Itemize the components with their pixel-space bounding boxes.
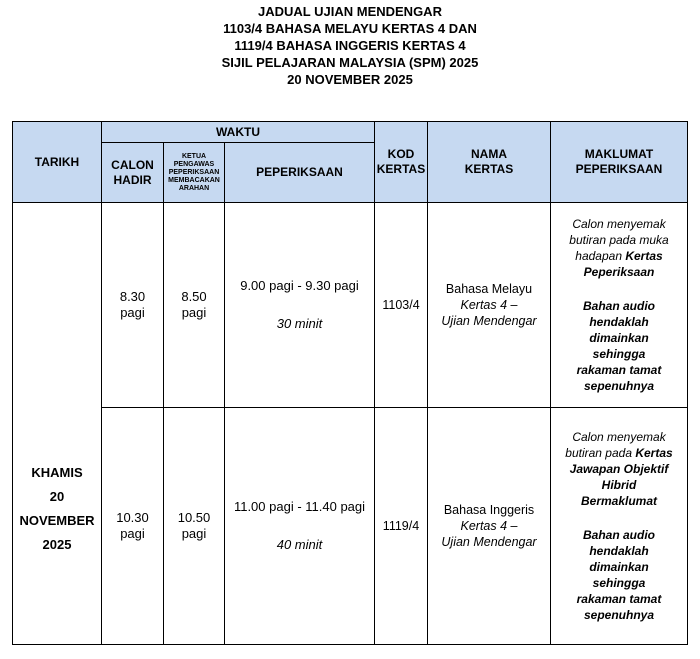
exam-duration: 40 minit [276,537,323,552]
title-line-3: 1119/4 BAHASA INGGERIS KERTAS 4 [234,38,466,53]
header-waktu: WAKTU [102,122,375,143]
nama-kertas: Bahasa Inggeris Kertas 4 – Ujian Mendengar [428,408,551,645]
calon-hadir-time: 10.30 pagi [102,408,164,645]
maklumat-peperiksaan: Calon menyemak butiran pada Kertas Jawapan Objektif Hibrid Bermaklumat Bahan audio hendaklah dimainkan sehingga rakaman tamat sepenuhnya [551,408,688,645]
header-tarikh: TARIKH [13,122,102,203]
header-maklumat: MAKLUMAT PEPERIKSAAN [551,122,688,203]
title-line-1: JADUAL UJIAN MENDENGAR [258,4,442,19]
kod-kertas: 1119/4 [375,408,428,645]
calon-hadir-time: 8.30 pagi [102,203,164,408]
header-kod-kertas: KOD KERTAS [375,122,428,203]
schedule-table [12,121,688,645]
date-month: NOVEMBER [19,512,95,528]
date-number: 20 [49,488,65,504]
kod-kertas: 1103/4 [375,203,428,408]
document-title [0,3,700,88]
title-line-2: 1103/4 BAHASA MELAYU KERTAS 4 DAN [223,21,477,36]
header-peperiksaan: PEPERIKSAAN [225,143,375,203]
maklumat-peperiksaan: Calon menyemak butiran pada muka hadapan Kertas Peperiksaan Bahan audio hendaklah dimainkan sehingga rakaman tamat sepenuhnya [551,203,688,408]
title-line-5: 20 NOVEMBER 2025 [287,72,413,87]
exam-duration: 30 minit [276,316,323,331]
title-line-4: SIJIL PELAJARAN MALAYSIA (SPM) 2025 [221,55,479,70]
table-row [13,408,688,645]
header-calon-hadir: CALON HADIR [102,143,164,203]
exam-time: 11.00 pagi - 11.40 pagi 40 minit [225,408,375,645]
ketua-time: 10.50 pagi [164,408,225,645]
date-year: 2025 [42,536,72,552]
table-row [13,203,688,408]
header-nama-kertas: NAMA KERTAS [428,122,551,203]
date-day: KHAMIS [31,464,83,480]
ketua-time: 8.50 pagi [164,203,225,408]
date-cell [13,203,102,645]
nama-kertas: Bahasa Melayu Kertas 4 – Ujian Mendengar [428,203,551,408]
exam-time: 9.00 pagi - 9.30 pagi 30 minit [225,203,375,408]
header-ketua-pengawas: KETUA PENGAWAS PEPERIKSAAN MEMBACAKAN ARAHAN [164,143,225,203]
